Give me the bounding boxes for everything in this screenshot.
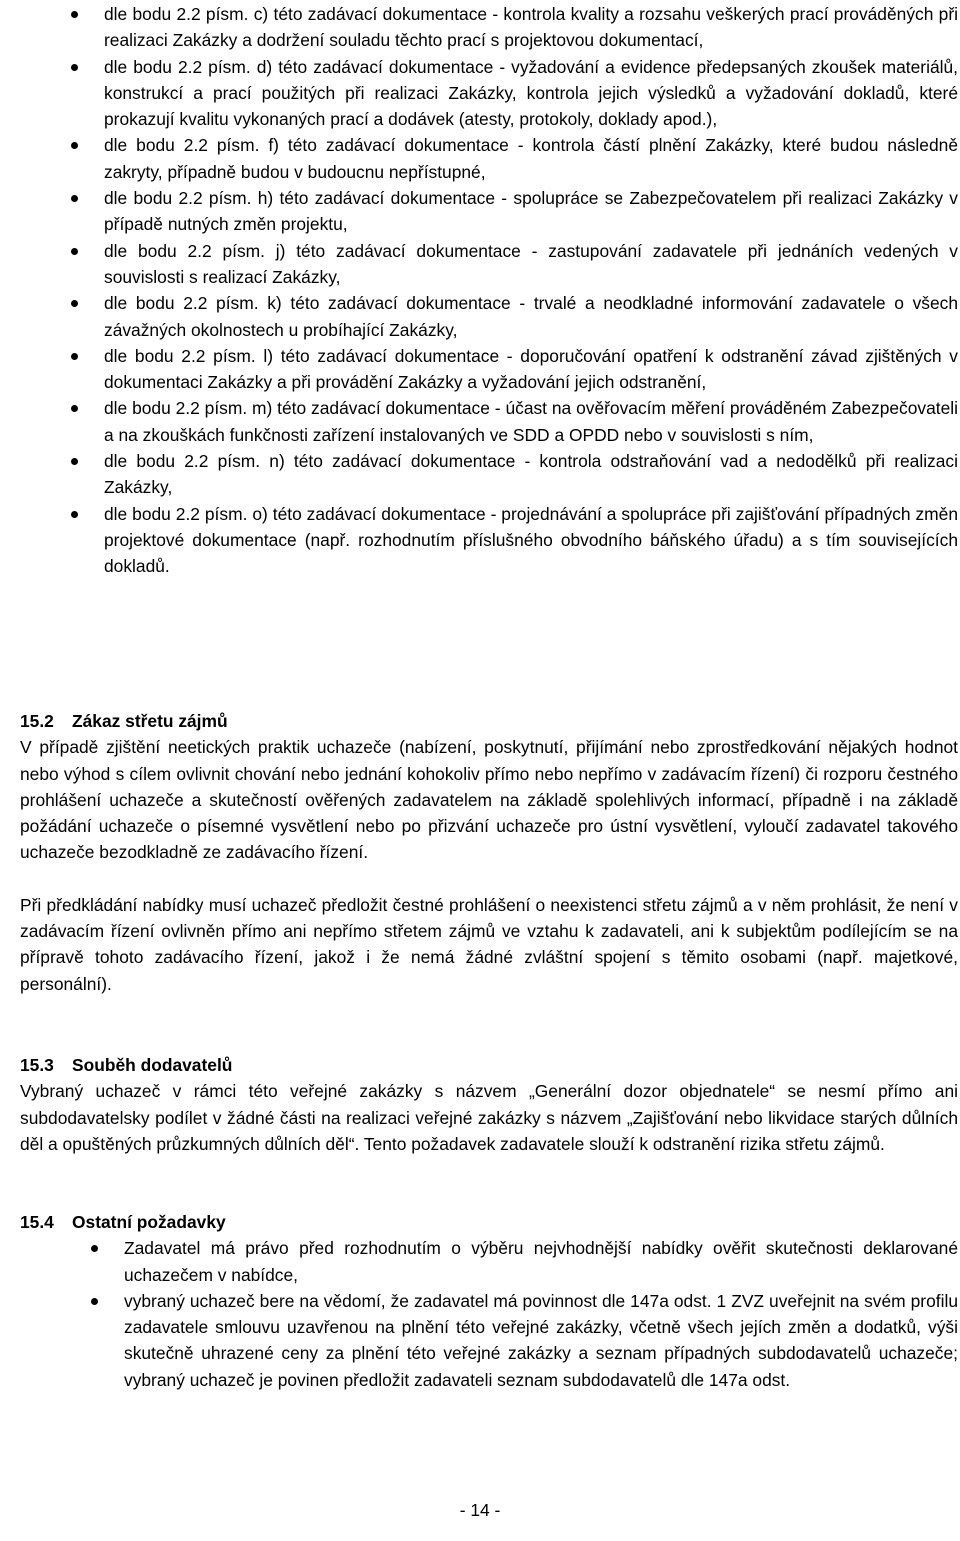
section-conflict-of-interest <box>20 708 960 997</box>
paragraph: V případě zjištění neetických praktik uchazeče (nabízení, poskytnutí, přijímání nebo zprostředkování nějakých hodnot nebo výhod s cílem ovlivnit chování nebo jednání kohokoliv přímo nebo nepřímo v zadávacím řízení) či rozporu čestného prohlášení uchazeče a skutečností ověřených zadavatelem na základě spolehlivých informací, případně i na základě požádání uchazeče o písemné vysvětlení nebo po přizvání uchazeče pro ústní vysvětlení, vyloučí zadavatel takového uchazeče bezodkladně ze zadávacího řízení. <box>20 737 958 863</box>
bullet-icon <box>71 300 78 307</box>
paragraph: Při předkládání nabídky musí uchazeč předložit čestné prohlášení o neexistenci střetu zájmů a v něm prohlásit, že není v zadávacím řízení ovlivněn přímo ani nepřímo střetem zájmů ve vztahu k zadavateli, ani k subjektům podílejícím se na přípravě tohoto zadávacího řízení, jakož i že nemá žádné zvláštní spojení s těmito osobami (např. majetkové, personální). <box>20 894 958 994</box>
list-item-text: dle bodu 2.2 písm. k) této zadávací dokumentace - trvalé a neodkladné informování zadavatele o všech závažných okolnostech u probíhající Zakázky, <box>104 293 958 340</box>
list-item <box>0 238 960 291</box>
bullet-icon <box>91 1298 98 1305</box>
bullet-icon <box>71 11 78 18</box>
list-item-text: dle bodu 2.2 písm. h) této zadávací dokumentace - spolupráce se Zabezpečovatelem při realizaci Zakázky v případě nutných změn projektu, <box>104 188 958 235</box>
bullet-icon <box>71 458 78 465</box>
list-item <box>0 395 960 448</box>
bullet-icon <box>71 405 78 412</box>
paragraph: Vybraný uchazeč v rámci této veřejné zakázky s názvem „Generální dozor objednatele“ se nesmí přímo ani subdodavatelsky podílet v žádné části na realizaci veřejné zakázky s názvem „Zajišťování nebo likvidace starých důlních děl a opuštěných průzkumných důlních děl“. Tento požadavek zadavatele slouží k odstranění rizika střetu zájmů. <box>20 1081 958 1154</box>
list-item-text: dle bodu 2.2 písm. o) této zadávací dokumentace - projednávání a spolupráce při zajišťování případných změn projektové dokumentace (např. rozhodnutím příslušného obvodního báňského úřadu) a s tím souvisejících dokladů. <box>104 503 958 577</box>
section-title: Ostatní požadavky <box>72 1212 226 1232</box>
section-number: 15.4 <box>20 1212 54 1232</box>
monitoring-duties-list <box>0 1 960 580</box>
bullet-icon <box>71 248 78 255</box>
list-item <box>20 1235 960 1288</box>
bullet-icon <box>71 511 78 518</box>
bullet-icon <box>91 1245 98 1252</box>
list-item <box>0 343 960 396</box>
page-number: - 14 - <box>459 1500 501 1520</box>
section-other-requirements <box>20 1209 960 1393</box>
list-item-text: dle bodu 2.2 písm. l) této zadávací dokumentace - doporučování opatření k odstranění závad zjištěných v dokumentaci Zakázky a při provádění Zakázky a vyžadování jejich odstranění, <box>104 345 958 393</box>
section-number: 15.3 <box>20 1055 54 1075</box>
list-item-text: dle bodu 2.2 písm. c) této zadávací dokumentace - kontrola kvality a rozsahu veškerých prací prováděných při realizaci Zakázky a dodržení souladu těchto prací s projektovou dokumentací, <box>104 4 958 51</box>
other-requirements-list <box>20 1235 960 1393</box>
list-item <box>0 54 960 133</box>
section-heading <box>20 1052 960 1078</box>
list-item-text: dle bodu 2.2 písm. j) této zadávací dokumentace - zastupování zadavatele při jednáních vedených v souvislosti s realizací Zakázky, <box>104 240 958 287</box>
bullet-icon <box>71 64 78 71</box>
list-item <box>0 132 960 185</box>
list-item <box>0 501 960 580</box>
list-item-text: Zadavatel má právo před rozhodnutím o výběru nejvhodnější nabídky ověřit skutečnosti deklarované uchazečem v nabídce, <box>124 1238 958 1285</box>
list-item <box>0 448 960 501</box>
bullet-icon <box>71 142 78 149</box>
section-heading <box>20 1209 960 1235</box>
section-supplier-overlap <box>20 1052 960 1157</box>
list-item <box>20 1288 960 1393</box>
list-item-text: dle bodu 2.2 písm. d) této zadávací dokumentace - vyžadování a evidence předepsaných zkoušek materiálů, konstrukcí a prací použitých při realizaci Zakázky, kontrola jejich výsledků a vyžadování dokladů, které prokazují kvalitu vykonaných prací a dodávek (atesty, protokoly, doklady apod.), <box>104 56 958 130</box>
list-item-text: vybraný uchazeč bere na vědomí, že zadavatel má povinnost dle 147a odst. 1 ZVZ uveřejnit na svém profilu zadavatele smlouvu uzavřenou na plnění této veřejné zakázky, včetně všech jejích změn a dodatků, výši skutečně uhrazené ceny za plnění této veřejné zakázky a seznam případných subdodavatelů uchazeče; vybraný uchazeč je povinen předložit zadavateli seznam subdodavatelů dle 147a odst. <box>124 1290 958 1390</box>
list-item <box>0 290 960 343</box>
list-item-text: dle bodu 2.2 písm. f) této zadávací dokumentace - kontrola částí plnění Zakázky, které budou následně zakryty, případně budou v budoucnu nepřístupné, <box>104 135 958 182</box>
list-item <box>0 185 960 238</box>
list-item-text: dle bodu 2.2 písm. n) této zadávací dokumentace - kontrola odstraňování vad a nedodělků při realizaci Zakázky, <box>104 451 958 498</box>
bullet-icon <box>71 195 78 202</box>
bullet-icon <box>71 353 78 360</box>
section-title: Souběh dodavatelů <box>72 1055 233 1075</box>
section-title: Zákaz střetu zájmů <box>72 711 228 731</box>
list-item-text: dle bodu 2.2 písm. m) této zadávací dokumentace - účast na ověřovacím měření prováděném Zabezpečovateli a na zkouškách funkčnosti zařízení instalovaných ve SDD a OPDD nebo v souvislosti s ním, <box>104 398 958 445</box>
list-item <box>0 1 960 54</box>
section-heading <box>20 708 960 734</box>
section-number: 15.2 <box>20 711 54 731</box>
